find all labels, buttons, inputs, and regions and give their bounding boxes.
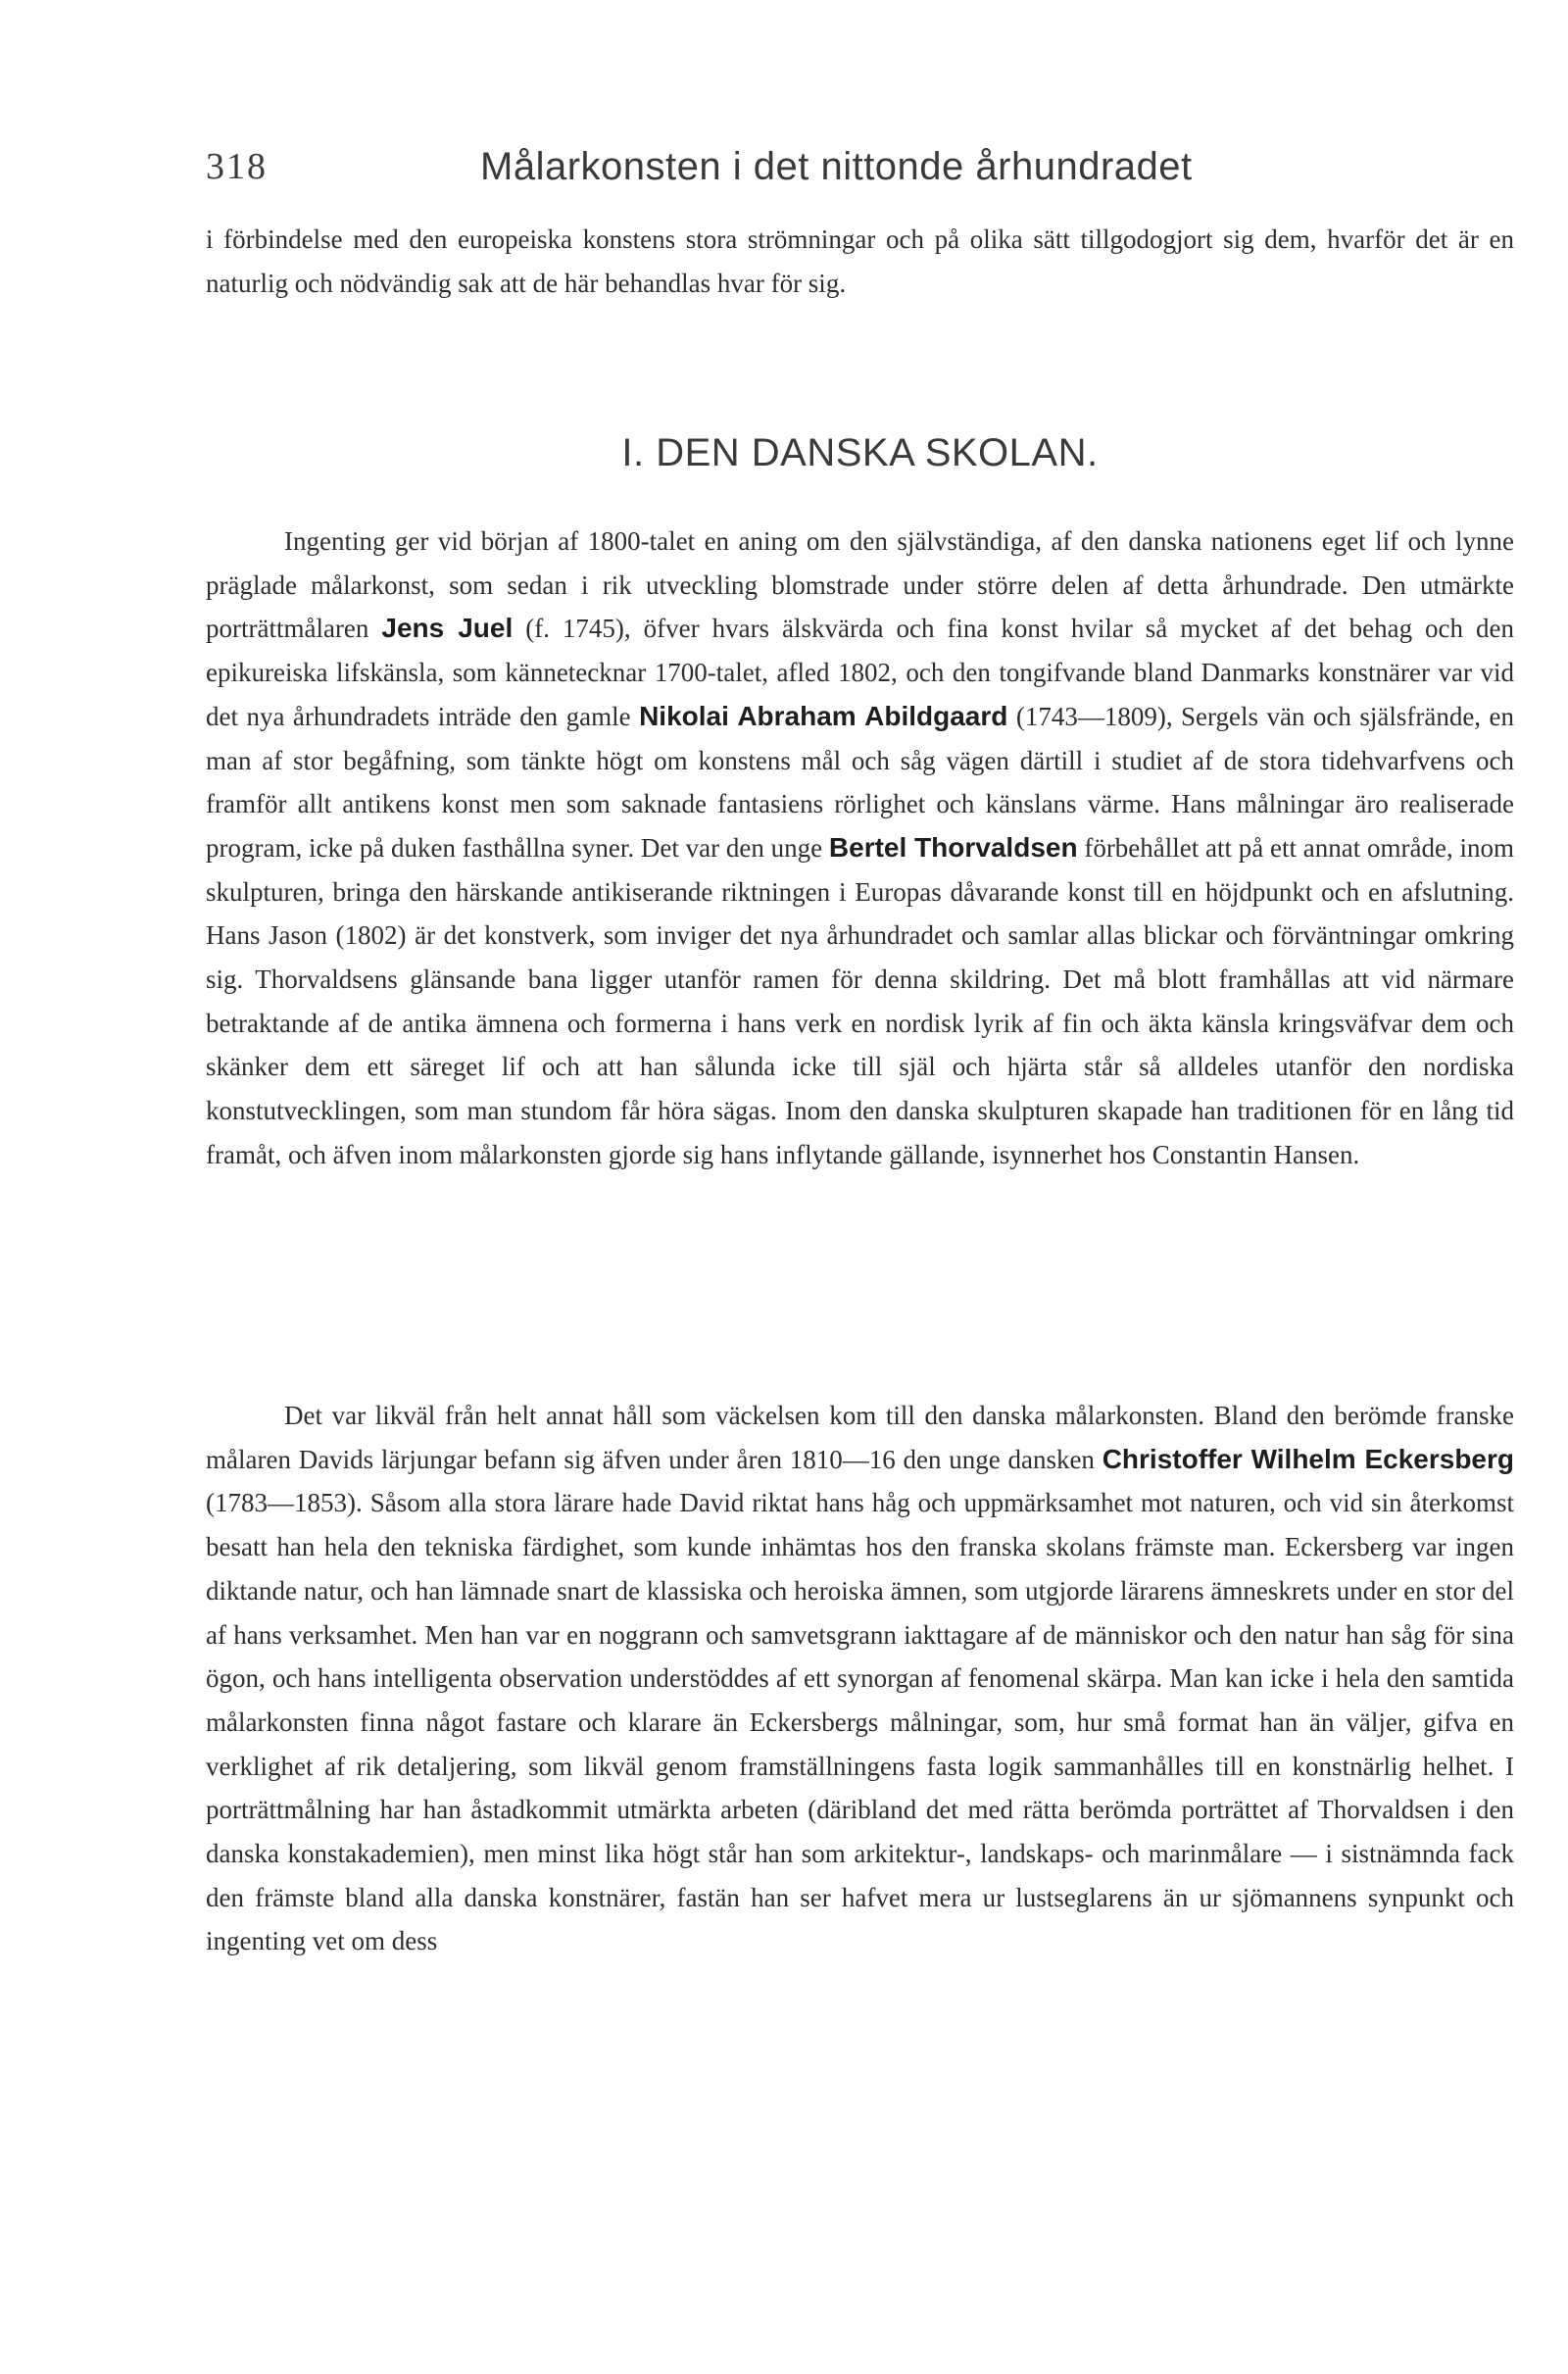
paragraph-text: Ingenting ger vid början af 1800-talet en aning om den självständiga, af den danska nationens eget lif och lynne präglade målarkonst, som sedan i rik utveckling blomstrade under större delen af detta århundrade. Den utmärkte porträttmålaren [206,526,1514,644]
name-eckersberg: Christoffer Wilhelm Eckersberg [1102,1443,1514,1474]
paragraph-eckersberg [206,1394,1514,1963]
section-heading: I. DEN DANSKA SKOLAN. [621,431,1099,474]
name-abildgaard: Nikolai Abraham Abildgaard [639,700,1008,731]
page-number: 318 [206,146,268,187]
running-title: Målarkonsten i det nittonde århundradet [480,145,1193,188]
paragraph-text: (1743—1809), Sergels vän och själsfrände, en man af stor begåfning, som tänkte högt om konstens mål och såg vägen därtill i studiet af de stora tidehvarfvens och framför allt antikens konst men som saknade fantasiens rörlighet och känslans värme. Hans målningar äro realiserade program, icke på duken fasthållna syner. Det var den unge [206,701,1514,863]
paragraph-text: Det var likväl från helt annat håll som väckelsen kom till den danska målarkonsten. Bland den berömde franske målaren Davids lärjungar befann sig äfven under åren 1810—16 den unge dansken [206,1401,1514,1474]
paragraph-text: (1783—1853). Såsom alla stora lärare hade David riktat hans håg och uppmärksamhet mot naturen, och vid sin återkomst besatt han hela den tekniska färdighet, som kunde inhämtas hos den franska skolans främste man. Eckersberg var ingen diktande natur, och han lämnade snart de klassiska och heroiska ämnen, som utgjorde lärarens ämneskrets under en stor del af hans verksamhet. Men han var en noggrann och samvetsgrann iakttagare af de människor och den natur han såg för sina ögon, och hans intelligenta observation understöddes af ett synorgan af fenomenal skärpa. Man kan icke i hela den samtida målarkonsten finna något fastare och klarare än Eckersbergs målningar, som, hur små format han än väljer, gifva en verklighet af rik detaljering, som likväl genom framställningens fasta logik sammanhålles till en konstnärlig helhet. I porträttmålning har han åstadkommit utmärkta arbeten (däribland det med rätta berömda porträttet af Thorvaldsen i den danska konstakademien), men minst lika högt står han som arkitektur-, landskaps- och marinmålare — i sistnämnda fack den främste bland alla danska konstnärer, fastän han ser hafvet mera ur lustseglarens än ur sjömannens synpunkt och ingenting vet om dess [206,1488,1514,1956]
paragraph-danish-school [206,519,1514,1177]
paragraph-text: (f. 1745), öfver hvars älskvärda och fina konst hvilar så mycket af det behag och den epikureiska lifskänsla, som kännetecknar 1700-talet, afled 1802, och den tongifvande bland Danmarks konstnärer var vid det nya århundradets inträde den gamle [206,614,1514,731]
intro-paragraph: i förbindelse med den europeiska konstens stora strömningar och på olika sätt tillgodogjort sig dem, hvarför det är en naturlig och nödvändig sak att de här behandlas hvar för sig. [206,224,1514,298]
running-head [206,145,1215,204]
name-jens-juel: Jens Juel [381,613,514,644]
name-thorvaldsen: Bertel Thorvaldsen [828,831,1078,863]
paragraph-text: förbehållet att på ett annat område, inom skulpturen, bringa den härskande antikiserande riktningen i Europas dåvarande konst till en höjdpunkt och en afslutning. Hans Jason (1802) är det konstverk, som inviger det nya århundradet och samlar allas blickar och förväntningar omkring sig. Thorvaldsens glänsande bana ligger utanför ramen för denna skildring. Det må blott framhållas att vid närmare betraktande af de antika ämnena och formerna i hans verk en nordisk lyrik af fin och äkta känsla kringsväfvar dem och skänker dem ett säreget lif och att han sålunda icke till själ och hjärta står så alldeles utanför den nordiska konstutvecklingen, som man stundom får höra sägas. Inom den danska skulpturen skapade han traditionen för en lång tid framåt, och äfven inom målarkonsten gjorde sig hans inflytande gällande, isynnerhet hos Constantin Hansen. [206,832,1514,1169]
